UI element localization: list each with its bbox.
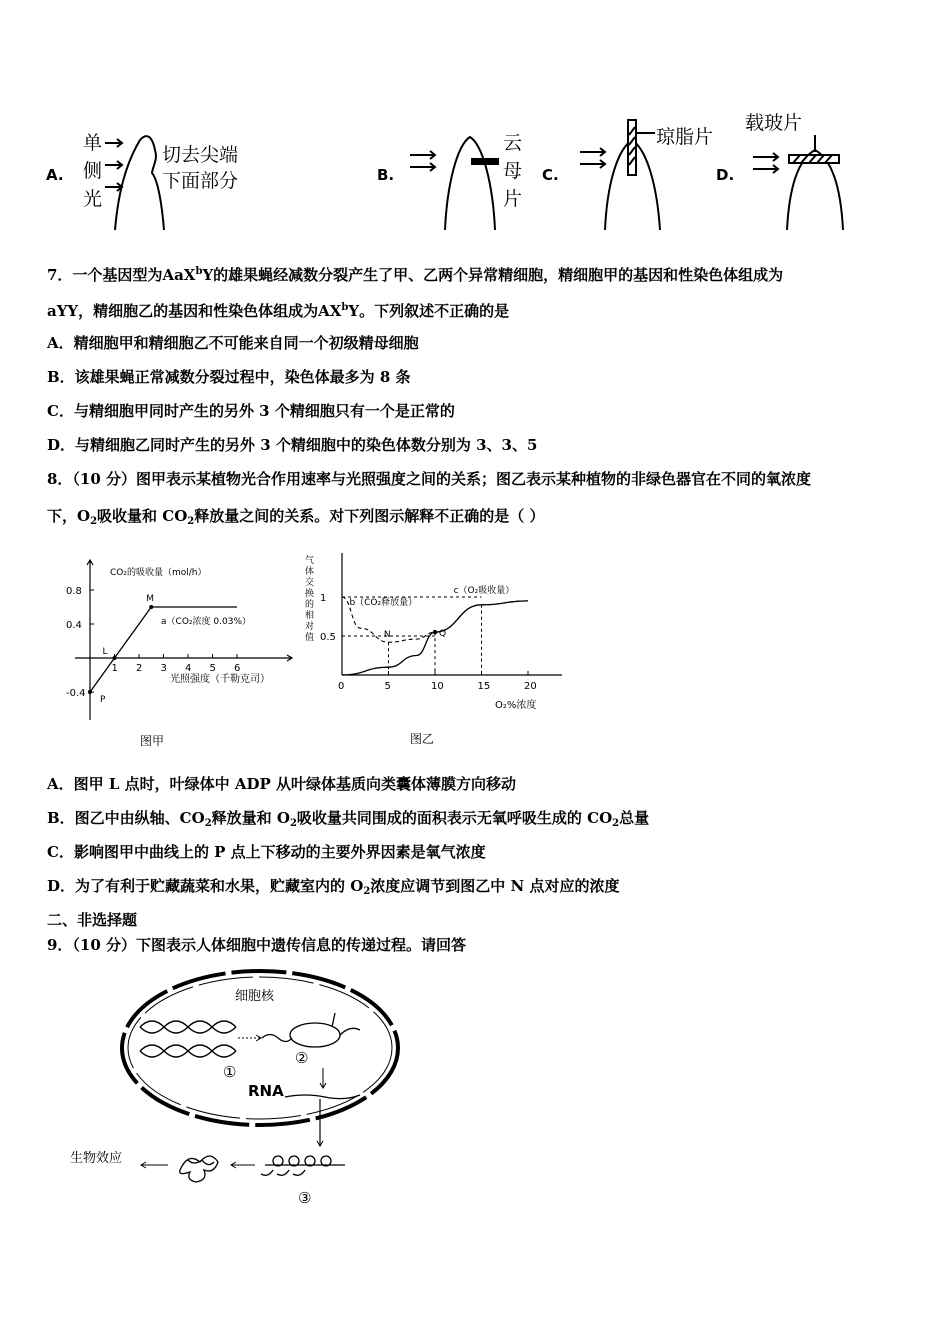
q8-option-c[interactable]: C．影响图甲中曲线上的 P 点上下移动的主要外界因素是氧气浓度 (47, 843, 486, 861)
chart-jia-legend: a（CO₂浓度 0.03%） (161, 617, 252, 627)
chart-jia-point (113, 656, 117, 660)
chart-yi-x-tick-label: 0 (338, 681, 345, 692)
chart-yi-ylabel: 气体交换的相对值 (305, 556, 315, 643)
option-d-label: D. (716, 166, 735, 184)
chart-yi-x-tick-label: 5 (384, 681, 391, 692)
q7-option-a[interactable]: A．精细胞甲和精细胞乙不可能来自同一个初级精母细胞 (47, 334, 419, 352)
chart-yi-x-tick-label: 20 (524, 681, 537, 692)
circle-3: ③ (298, 1189, 312, 1207)
q7-stem-line2-a: aYY，精细胞乙的基因和性染色体组成为 (47, 302, 319, 320)
q8-option-d-a: D．为了有利于贮藏蔬菜和水果，贮藏室内的 O (47, 877, 364, 895)
coleoptile-a-drawing (100, 125, 180, 235)
q8-sub: 2 (289, 818, 297, 829)
chart-jia-point (88, 690, 92, 694)
chart-yi-legend-c: c（O₂吸收量） (453, 586, 515, 597)
q8-sub: 2 (363, 886, 371, 897)
chart-jia-x-tick-label: 6 (234, 663, 241, 674)
dna-helix-icon (140, 1021, 236, 1057)
chart-jia-point-label: M (146, 594, 155, 604)
chart-yi-point-label: Q (439, 629, 447, 640)
q8-stem-b: 吸收量和 CO (97, 507, 188, 525)
chart-jia-title: 图甲 (140, 734, 165, 748)
chart-jia-y-tick-label: 0.4 (66, 620, 82, 631)
q7-option-b[interactable]: B．该雄果蝇正常减数分裂过程中，染色体最多为 8 条 (47, 368, 411, 386)
section-heading: 二、非选择题 (47, 911, 138, 929)
q9-stem: 9．（10 分）下图表示人体细胞中遗传信息的传递过程。请回答 (47, 936, 467, 954)
option-c-label: C. (542, 166, 559, 184)
q8-sub: 2 (204, 818, 212, 829)
q8-option-d-b: 浓度应调节到图乙中 N 点对应的浓度 (370, 877, 620, 895)
effect-label: 生物效应 (70, 1151, 123, 1166)
chart-jia-point-label: L (102, 647, 108, 657)
chart-yi-y-tick-label: 0.5 (320, 632, 336, 643)
q7-genotype2-tail: Y。下列叙述不正确的是 (348, 302, 510, 320)
coleoptile-d-drawing (745, 130, 855, 235)
chart-jia-x-tick-label: 1 (111, 663, 118, 674)
chart-yi (300, 548, 570, 758)
cut-note-2: 下面部分 (162, 170, 239, 192)
q8-option-b-d: 总量 (619, 809, 650, 827)
q8-stem-a: 下，O (47, 507, 91, 525)
q7-stem-part2: 的雄果蝇经减数分裂产生了甲、乙两个异常精细胞，精细胞甲的基因和性染色体组成为 (213, 266, 784, 284)
chart-yi-title: 图乙 (410, 732, 435, 746)
chart-yi-y-tick-label: 1 (320, 593, 327, 604)
protein-icon (180, 1156, 218, 1182)
circle-2: ② (295, 1049, 309, 1067)
q8-sub: 2 (612, 818, 620, 829)
mica-text-2: 母 (503, 160, 523, 182)
chart-jia-ylabel: CO₂的吸收量（mol/h） (110, 568, 207, 578)
q8-option-b-c: 吸收量共同围成的面积表示无氧呼吸生成的 CO (296, 809, 613, 827)
q8-stem-line2 (47, 506, 544, 532)
chart-jia-y-tick-label: 0.8 (66, 586, 82, 597)
nucleus-label: 细胞核 (235, 989, 275, 1004)
q8-stem-line1: 8．（10 分）图甲表示某植物光合作用速率与光照强度之间的关系；图乙表示某种植物的非绿色器官在不同的氧浓度 (47, 470, 812, 488)
rna-label: RNA (248, 1082, 284, 1100)
cut-note-1: 切去尖端 (162, 144, 239, 166)
chart-jia (60, 555, 300, 755)
q7-genotype-sup: b (195, 266, 203, 277)
option-a-label: A. (46, 166, 64, 184)
mica-text-3: 片 (503, 188, 523, 210)
q8-sub: 2 (187, 516, 195, 527)
transcription-loop-icon (262, 1013, 360, 1047)
q8-option-a[interactable]: A．图甲 L 点时，叶绿体中 ADP 从叶绿体基质向类囊体薄膜方向移动 (47, 775, 517, 793)
q8-option-d[interactable] (47, 876, 619, 902)
circle-1: ① (223, 1063, 237, 1081)
gene-expression-diagram (60, 965, 420, 1215)
chart-jia-x-tick-label: 5 (209, 663, 216, 674)
q7-genotype-tail: Y (202, 266, 214, 284)
chart-jia-x-tick-label: 3 (160, 663, 167, 674)
chart-jia-x-tick-label: 2 (136, 663, 143, 674)
rna-strand (285, 1095, 360, 1099)
agar-text: 琼脂片 (656, 126, 714, 148)
ribosome-icon (261, 1156, 345, 1175)
chart-yi-xlabel: O₂%浓度 (495, 700, 537, 711)
slide-text: 载玻片 (745, 112, 803, 134)
q7-stem-part1: 7．一个基因型为 (47, 266, 163, 284)
chart-yi-x-tick-label: 10 (431, 681, 444, 692)
q7-genotype2-sup: b (341, 302, 349, 313)
q7-option-d[interactable]: D．与精细胞乙同时产生的另外 3 个精细胞中的染色体数分别为 3、3、5 (47, 436, 538, 454)
q8-stem-c: 释放量之间的关系。对下列图示解释不正确的是（ ） (194, 507, 545, 525)
chart-yi-x-tick-label: 15 (477, 681, 491, 692)
q8-option-b-a: B．图乙中由纵轴、CO (47, 809, 205, 827)
q7-genotype2: AX (318, 302, 342, 320)
chart-jia-xlabel: 光照强度（千勒克司） (170, 674, 270, 685)
light-text-1: 单 (83, 132, 103, 154)
light-text-3: 光 (83, 188, 103, 210)
q8-option-b-b: 释放量和 O (211, 809, 290, 827)
q7-stem-line1 (47, 262, 783, 285)
chart-yi-legend-b: b（CO₂释放量） (349, 597, 418, 608)
coleoptile-c-drawing (575, 115, 665, 235)
chart-jia-point (149, 605, 153, 609)
chart-yi-point-label: N (383, 630, 391, 641)
mica-text-1: 云 (503, 132, 523, 154)
chart-jia-point-label: P (100, 695, 106, 705)
option-b-label: B. (377, 166, 395, 184)
chart-jia-y-tick-label: -0.4 (66, 688, 86, 699)
chart-jia-x-tick-label: 4 (185, 663, 192, 674)
chart-yi-point (433, 630, 437, 634)
q8-sub: 2 (90, 516, 98, 527)
q7-option-c[interactable]: C．与精细胞甲同时产生的另外 3 个精细胞只有一个是正常的 (47, 402, 455, 420)
q7-stem-line2 (47, 298, 509, 321)
light-text-2: 侧 (83, 160, 103, 182)
q8-option-b[interactable] (47, 808, 649, 834)
q7-genotype: AaX (162, 266, 196, 284)
